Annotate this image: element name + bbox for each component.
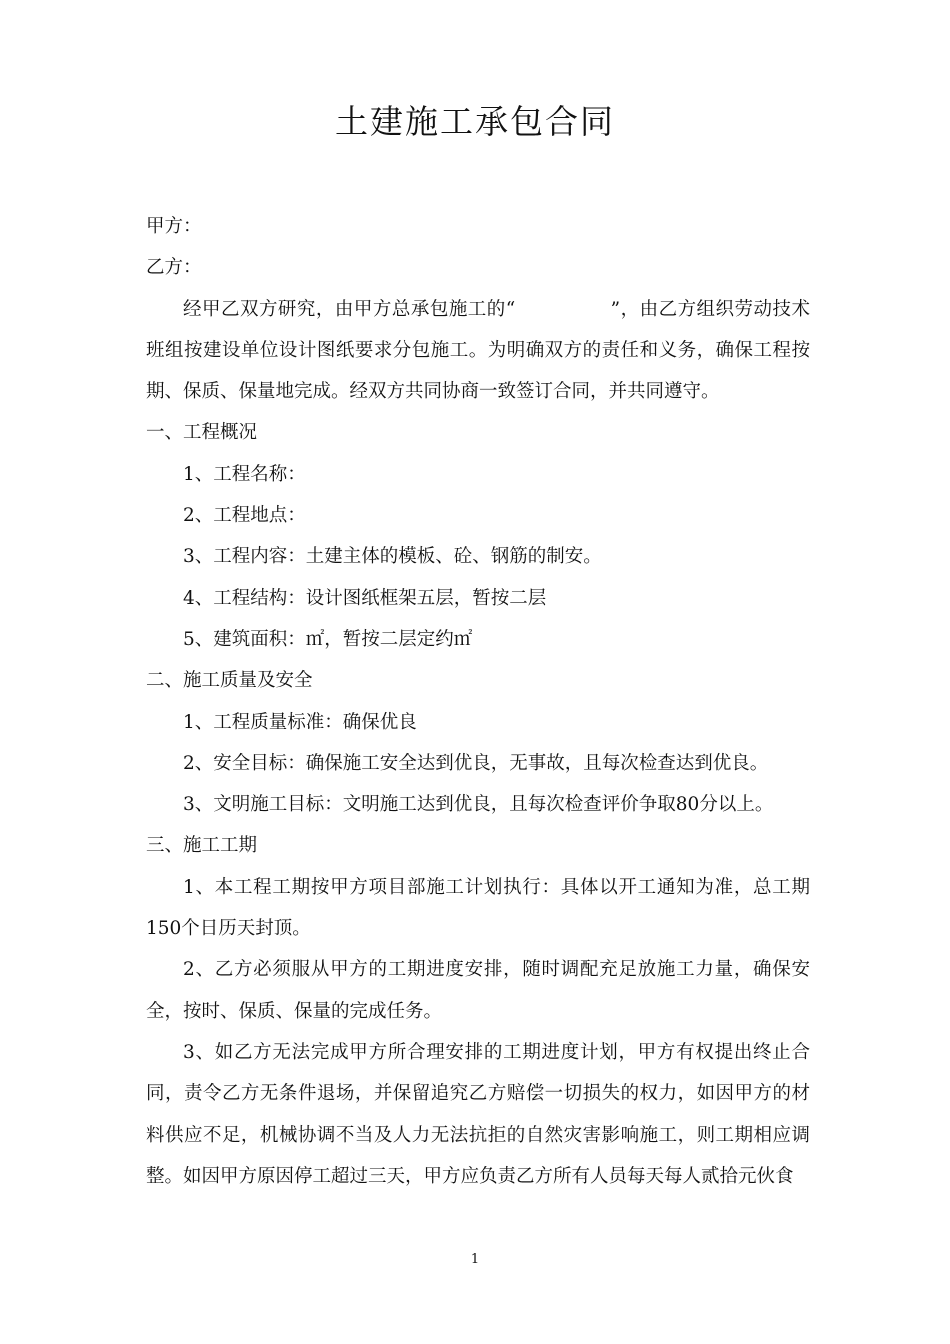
- section-item: 1、本工程工期按甲方项目部施工计划执行：具体以开工通知为准，总工期150个日历天封顶。: [146, 876, 810, 940]
- section-item: 2、工程地点：: [183, 505, 306, 527]
- section-heading: 一、工程概况: [146, 422, 258, 444]
- section-item: 1、工程名称：: [183, 463, 306, 485]
- document-title: 土建施工承包合同: [335, 102, 615, 141]
- section-item: 2、乙方必须服从甲方的工期进度安排，随时调配充足放施工力量，确保安全，按时、保质、保量的完成任务。: [146, 959, 810, 1022]
- section-item: 3、如乙方无法完成甲方所合理安排的工期进度计划，甲方有权提出终止合同，责令乙方无条件退场，并保留追究乙方赔偿一切损失的权力，如因甲方的材料供应不足，机械协调不当及人力无法抗拒的自然灾害影响施工，则工期相应调整。如因甲方原因停工超过三天，甲方应负责乙方所有人员每天每人贰拾元伙食: [146, 1041, 810, 1187]
- intro-paragraph: 经甲乙双方研究，由甲方总承包施工的“ ”，由乙方组织劳动技术班组按建设单位设计图纸要求分包施工。为明确双方的责任和义务，确保工程按期、保质、保量地完成。经双方共同协商一致签订合同，并共同遵守。: [146, 298, 810, 403]
- page-number: 1: [470, 1252, 480, 1267]
- section-item: 4、工程结构：设计图纸框架五层，暂按二层: [183, 587, 547, 609]
- party-a-line: 甲方：: [146, 216, 202, 237]
- document-body: [146, 206, 810, 1197]
- section-heading: 二、施工质量及安全: [146, 670, 313, 692]
- section-item: 3、工程内容：土建主体的模板、砼、钢筋的制安。: [183, 546, 602, 568]
- section-item: 3、文明施工目标：文明施工达到优良，且每次检查评价争取80分以上。: [183, 794, 774, 816]
- section-heading: 三、施工工期: [146, 835, 258, 857]
- section-item: 1、工程质量标准：确保优良: [183, 711, 417, 733]
- party-b-line: 乙方：: [146, 257, 202, 279]
- section-item: 5、建筑面积：㎡，暂按二层定约㎡: [183, 628, 473, 650]
- section-item: 2、安全目标：确保施工安全达到优良，无事故，且每次检查达到优良。: [183, 752, 769, 774]
